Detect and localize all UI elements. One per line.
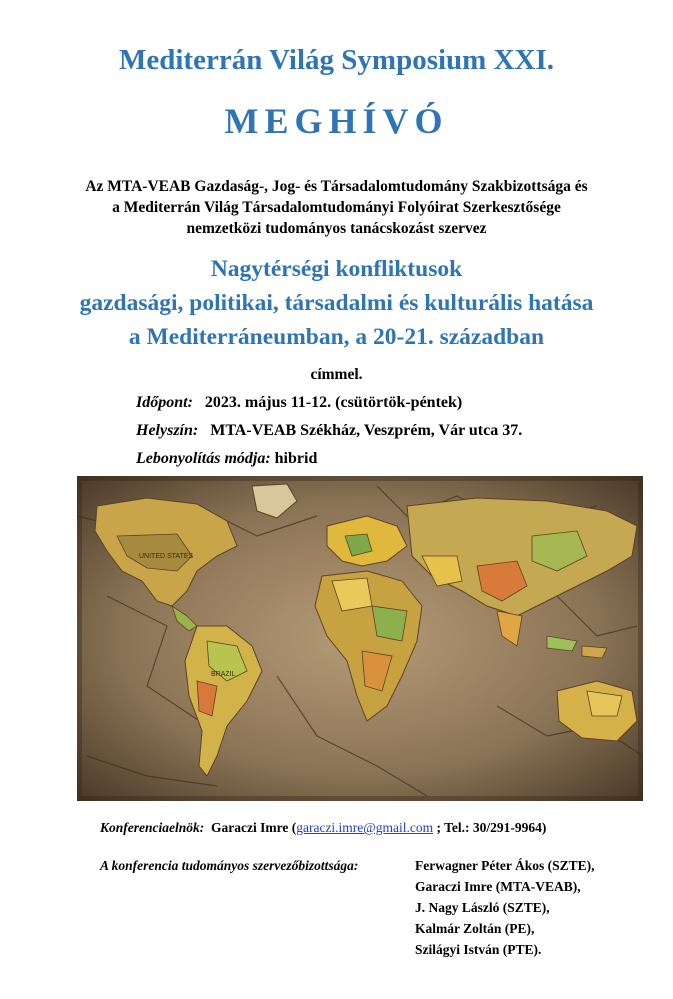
date-label: Időpont:	[136, 394, 193, 411]
conference-title-line-2: gazdasági, politikai, társadalmi és kulturális hatása	[79, 290, 594, 316]
invitation-heading: MEGHÍVÓ	[224, 101, 449, 141]
map-label-brazil: BRAZIL	[211, 671, 236, 678]
conference-title-line-3: a Mediterráneumban, a 20-21. században	[128, 324, 545, 350]
committee-member: Garaczi Imre (MTA-VEAB),	[415, 879, 581, 894]
mode-label: Lebonyolítás módja:	[136, 450, 271, 467]
date-row	[136, 394, 462, 412]
organizer-line-1: Az MTA-VEAB Gazdaság-, Jog- és Társadalomtudomány Szakbizottsága és	[85, 178, 588, 195]
president-email-link[interactable]: garaczi.imre@gmail.com	[296, 820, 434, 835]
committee-member: Szilágyi István (PTE).	[415, 942, 542, 957]
place-value: MTA-VEAB Székház, Veszprém, Vár utca 37.	[210, 422, 523, 439]
world-map-image	[77, 476, 643, 801]
mode-value: hibrid	[274, 450, 318, 467]
cimmel-text: címmel.	[310, 366, 363, 383]
committee-label: A konferencia tudományos szervezőbizottsága:	[100, 858, 359, 873]
president-name: Garaczi Imre	[211, 820, 289, 835]
map-label-united-states: UNITED STATES	[139, 553, 194, 560]
symposium-title: Mediterrán Világ Symposium XXI.	[119, 44, 554, 76]
president-phone: ; Tel.: 30/291-9964)	[436, 820, 547, 835]
mode-row	[136, 450, 317, 468]
president-label: Konferenciaelnök:	[100, 820, 205, 835]
conference-title-line-1: Nagytérségi konfliktusok	[210, 256, 463, 282]
place-label: Helyszín:	[136, 422, 199, 439]
committee-member: Ferwagner Péter Ákos (SZTE),	[415, 858, 595, 873]
committee-member: J. Nagy László (SZTE),	[415, 900, 550, 915]
president-row: Konferenciaelnök: Garaczi Imre (garaczi.imre@gmail.com ; Tel.: 30/291-9964)	[100, 820, 547, 835]
date-value: 2023. május 11-12. (csütörtök-péntek)	[204, 394, 463, 411]
organizer-line-2: a Mediterrán Világ Társadalomtudományi Folyóirat Szerkesztősége	[112, 199, 561, 216]
place-row	[136, 422, 522, 440]
committee-member: Kalmár Zoltán (PE),	[415, 921, 535, 936]
organizer-line-3: nemzetközi tudományos tanácskozást szervez	[186, 220, 487, 237]
